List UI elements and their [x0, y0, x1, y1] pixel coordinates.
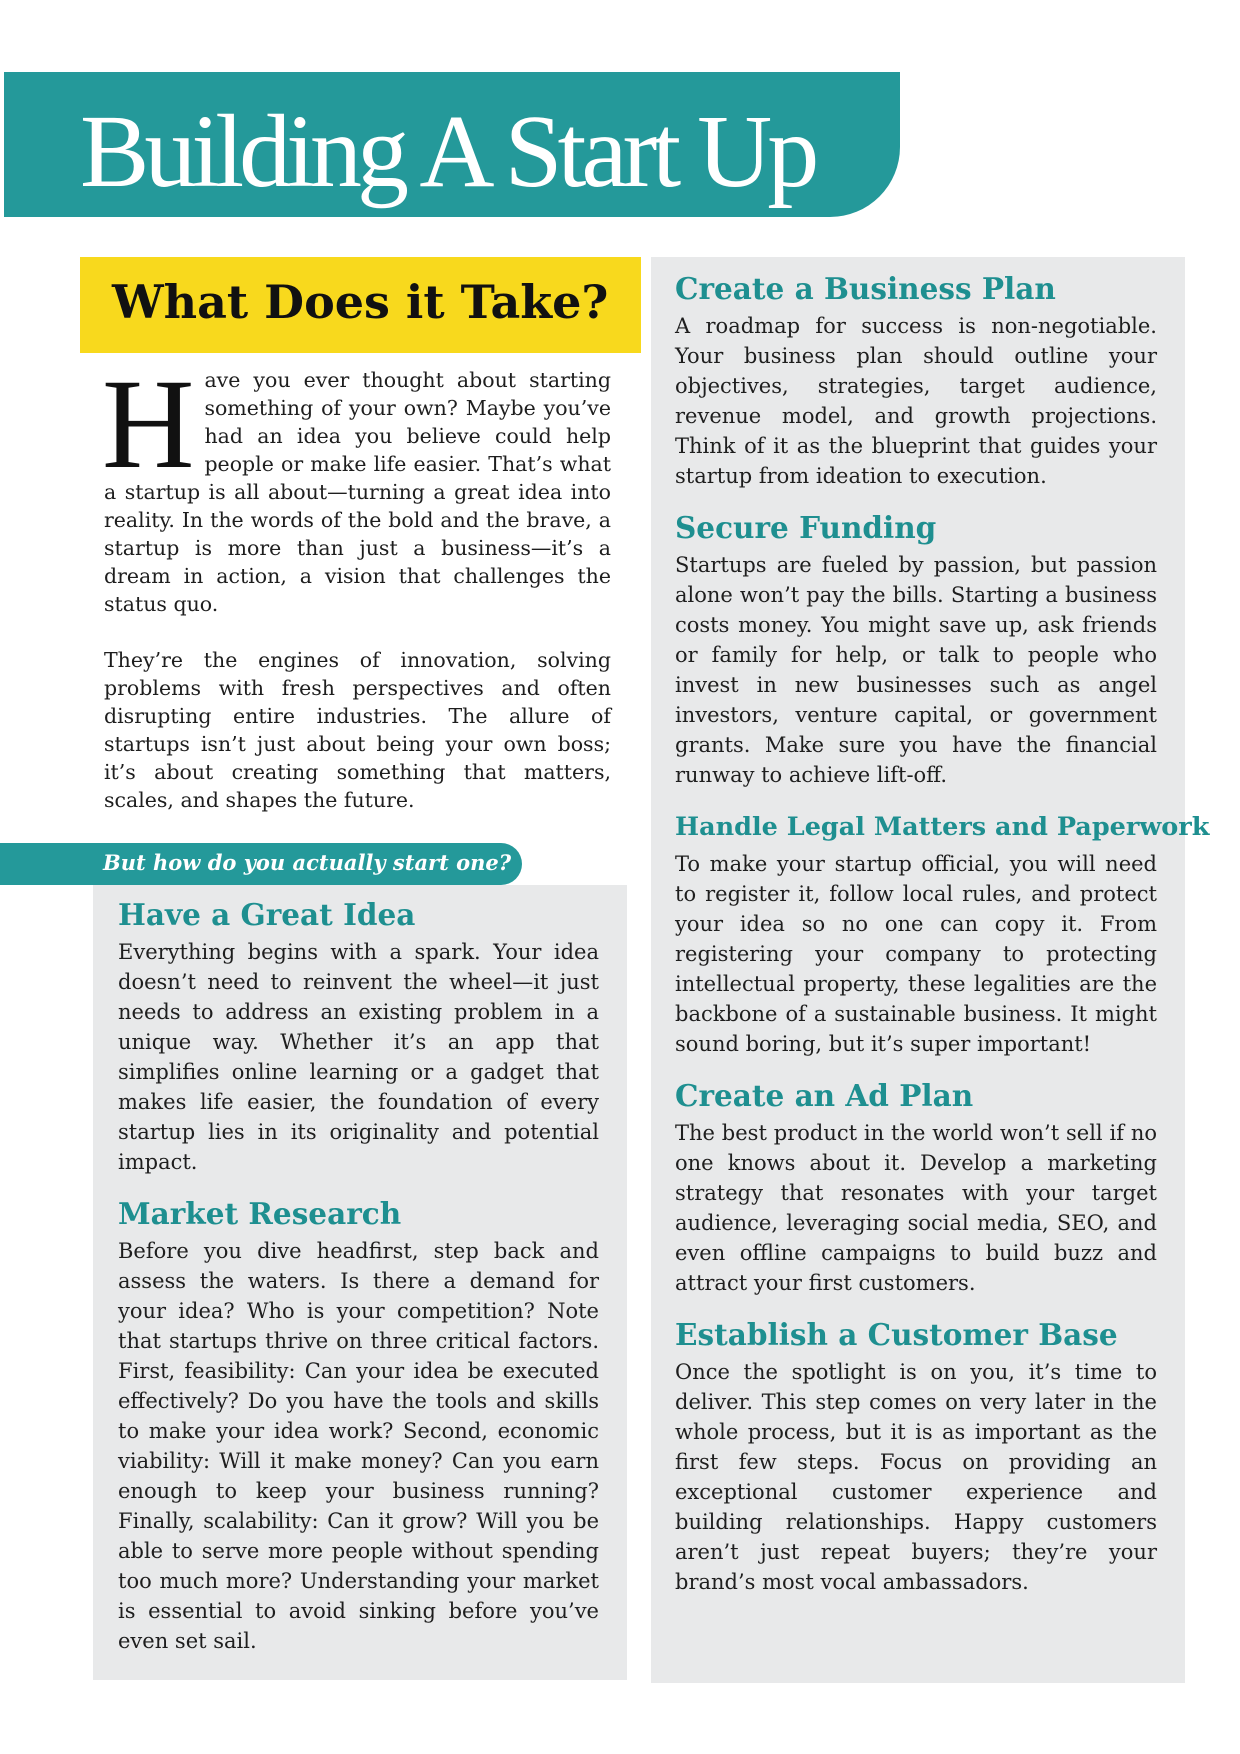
- section-title: Create a Business Plan: [675, 271, 1056, 306]
- section-title: Create an Ad Plan: [675, 1078, 974, 1113]
- section-body: Before you dive headfirst, step back and assess the waters. Is there a demand for your idea? Who is your competition? Note that startups thrive on three critical factors. First, feasibility: Can your idea be executed effectively? Do you have the tools and skills to make your idea work? Second, economic viability: Will it make money? Can you earn enough to keep your business running? Finally, scalability: Can it grow? Will you be able to serve more people without spending too much more? Understanding your market is essential to avoid sinking before you’ve even set sail.: [118, 1239, 599, 1653]
- question-ribbon: [0, 843, 522, 885]
- section-title: Have a Great Idea: [118, 897, 416, 932]
- section-title: Secure Funding: [675, 510, 937, 545]
- section-body: To make your startup official, you will need to register it, follow local rules, and protect your idea so no one can copy it. From registering your company to protecting intellectual property, these legalities are the backbone of a sustainable business. It might sound boring, but it’s super important!: [675, 852, 1157, 1056]
- left-panel: [93, 885, 627, 1680]
- section-market-research: [118, 1194, 599, 1656]
- section-body: A roadmap for success is non-negotiable. Your business plan should outline your objectives, strategies, target audience, revenue model, and growth projections. Think of it as the blueprint that guides your startup from ideation to execution.: [675, 314, 1157, 488]
- section-body: Once the spotlight is on you, it’s time to deliver. This step comes on very later in the whole process, but it is as important as the first few steps. Focus on providing an exceptional customer experience and building relationships. Happy customers aren’t just repeat buyers; they’re your brand’s most vocal ambassadors.: [675, 1360, 1157, 1594]
- section-title: Handle Legal Matters and Paperwork: [675, 812, 1210, 842]
- section-great-idea: [118, 895, 599, 1177]
- section-business-plan: [675, 269, 1157, 491]
- subtitle-box: [80, 257, 641, 353]
- section-body: Startups are fueled by passion, but passion alone won’t pay the bills. Starting a business costs money. You might save up, ask friends or family for help, or talk to people who invest in new businesses such as angel investors, venture capital, or government grants. Make sure you have the financial runway to achieve lift-off.: [675, 553, 1157, 787]
- subtitle: What Does it Take?: [112, 275, 609, 329]
- title-banner: [4, 72, 900, 217]
- section-body: The best product in the world won’t sell if no one knows about it. Develop a marketing strategy that resonates with your target audience, leveraging social media, SEO, and even offline campaigns to build buzz and attract your first customers.: [675, 1121, 1157, 1295]
- section-customer-base: [675, 1315, 1157, 1597]
- section-ad-plan: [675, 1076, 1157, 1298]
- ribbon-text: But how do you actually start one?: [103, 850, 512, 875]
- intro-paragraph-1-text: ave you ever thought about starting something of your own? Maybe you’ve had an idea you believe could help people or make life easier. That’s what a startup is all about—turning a great idea into reality. In the words of the bold and the brave, a startup is more than just a business—it’s a dream in action, a vision that challenges the status quo.: [104, 368, 611, 616]
- right-panel: [651, 257, 1210, 1683]
- section-title: Establish a Customer Base: [675, 1317, 1118, 1352]
- page-title: Building A Start Up: [80, 94, 815, 209]
- section-body: Everything begins with a spark. Your idea doesn’t need to reinvent the wheel—it just needs to address an existing problem in a unique way. Whether it’s an app that simplifies online learning or a gadget that makes life easier, the foundation of every startup lies in its originality and potential impact.: [118, 940, 599, 1174]
- section-secure-funding: [675, 508, 1157, 790]
- intro-text: [102, 353, 611, 814]
- section-legal-matters: [675, 807, 1210, 1059]
- intro-paragraph-2: They’re the engines of innovation, solving problems with fresh perspectives and often disrupting entire industries. The allure of startups isn’t just about being your own boss; it’s about creating something that matters, scales, and shapes the future.: [104, 648, 611, 812]
- drop-cap: H: [102, 353, 195, 495]
- intro-paragraph-1: [102, 353, 611, 618]
- section-title: Market Research: [118, 1196, 402, 1231]
